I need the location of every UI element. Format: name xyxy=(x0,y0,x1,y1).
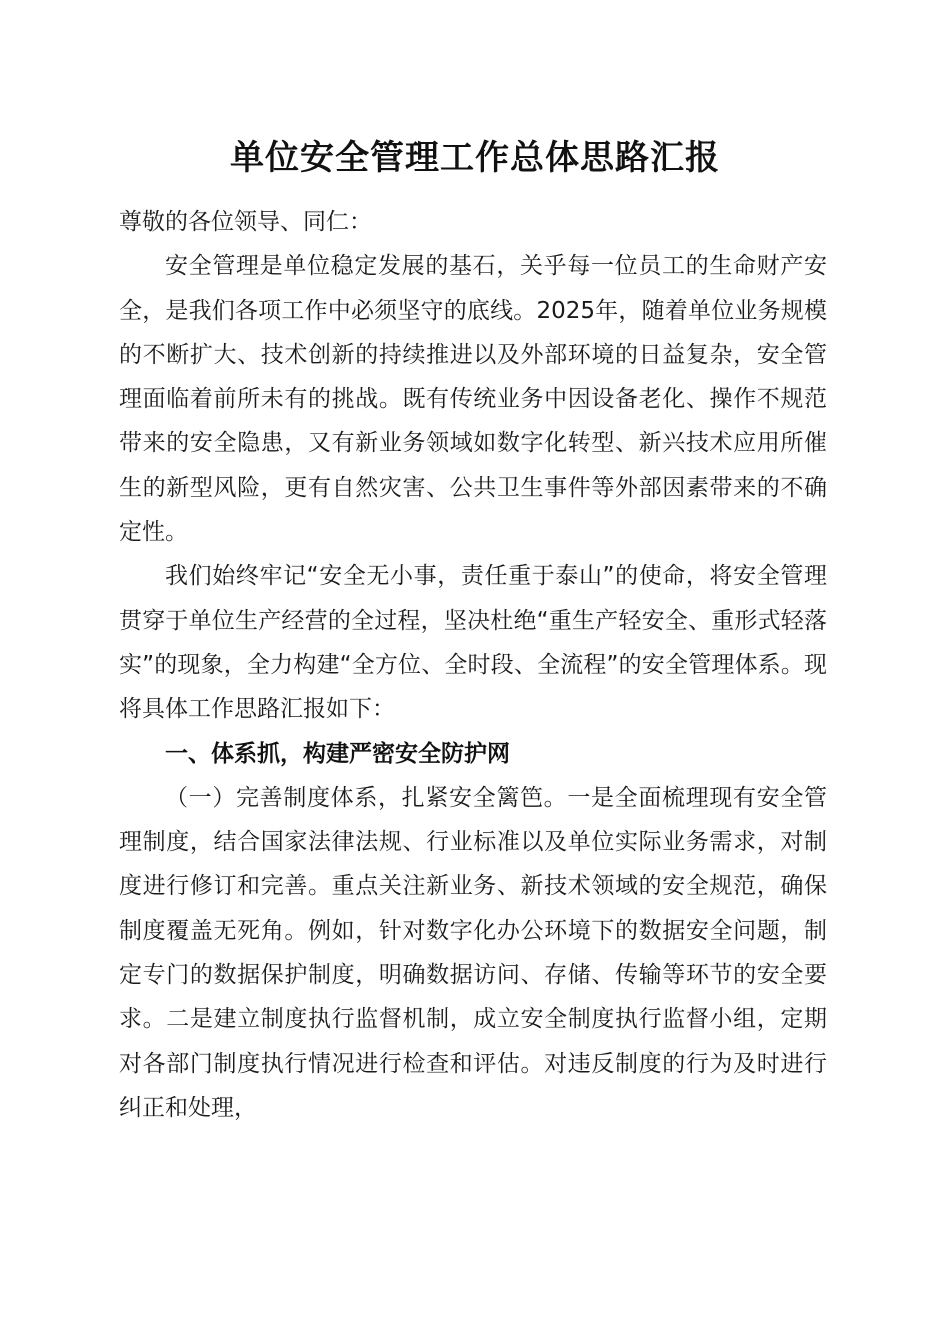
document-title: 单位安全管理工作总体思路汇报 xyxy=(230,138,720,178)
section-heading: 一、体系抓，构建严密安全防护网 xyxy=(165,740,510,767)
mission-paragraph: 我们始终牢记“安全无小事，责任重于泰山”的使命，将安全管理贯穿于单位生产经营的全过程，坚决杜绝“重生产轻安全、重形式轻落实”的现象，全力构建“全方位、全时段、全流程”的安全管理体系。现将具体工作思路汇报如下： xyxy=(119,563,827,723)
document-body xyxy=(119,200,827,1130)
intro-paragraph: 安全管理是单位稳定发展的基石，关乎每一位员工的生命财产安全，是我们各项工作中必须坚守的底线。2025年，随着单位业务规模的不断扩大、技术创新的持续推进以及外部环境的日益复杂，安全管理面临着前所未有的挑战。既有传统业务中因设备老化、操作不规范带来的安全隐患，又有新业务领域如数字化转型、新兴技术应用所催生的新型风险，更有自然灾害、公共卫生事件等外部因素带来的不确定性。 xyxy=(119,253,827,546)
subsection-paragraph: （一）完善制度体系，扎紧安全篱笆。一是全面梳理现有安全管理制度，结合国家法律法规、行业标准以及单位实际业务需求，对制度进行修订和完善。重点关注新业务、新技术领域的安全规范，确保制度覆盖无死角。例如，针对数字化办公环境下的数据安全问题，制定专门的数据保护制度，明确数据访问、存储、传输等环节的安全要求。二是建立制度执行监督机制，成立安全制度执行监督小组，定期对各部门制度执行情况进行检查和评估。对违反制度的行为及时进行纠正和处理， xyxy=(119,784,827,1121)
salutation: 尊敬的各位领导、同仁： xyxy=(119,209,372,235)
